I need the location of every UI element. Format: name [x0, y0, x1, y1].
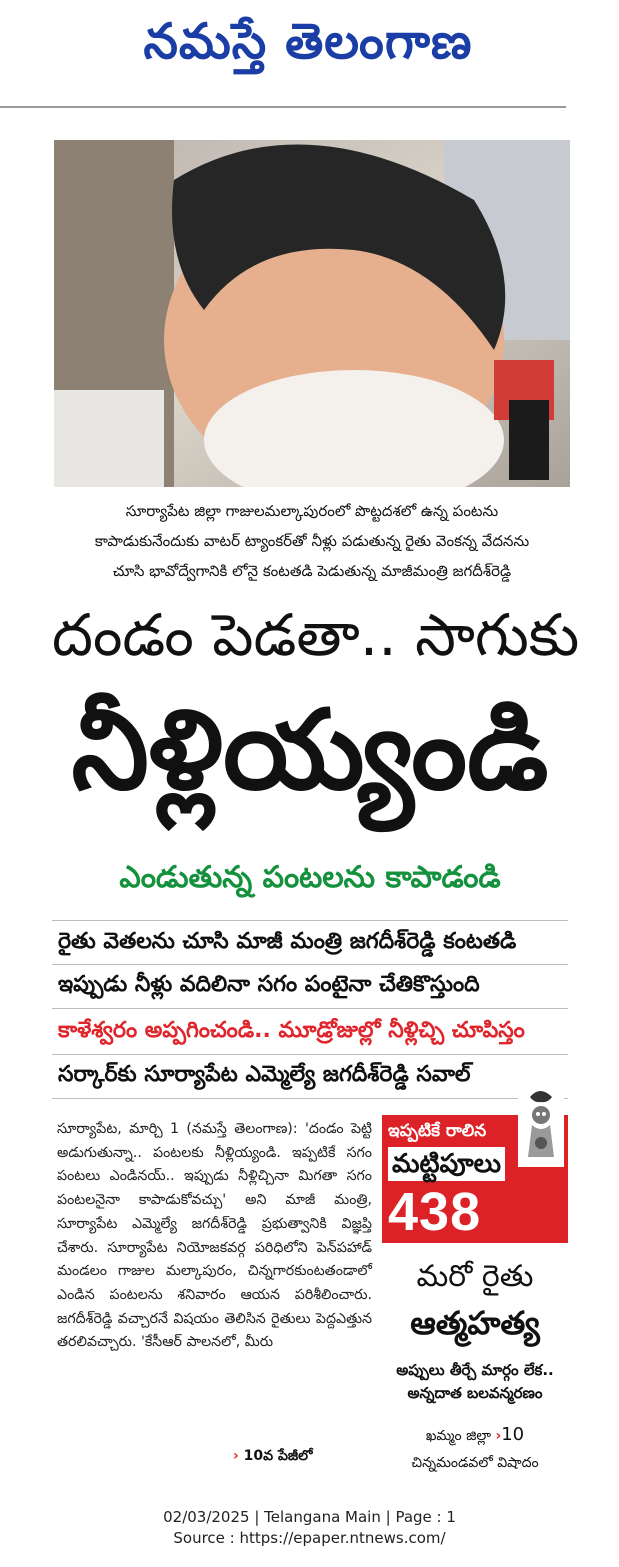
masthead — [0, 0, 619, 100]
article-text: సూర్యాపేట, మార్చి 1 (నమస్తే తెలంగాణ): 'దండం పెట్టి అడుగుతున్నా.. పంటలకు నీళ్లియ్యండి. ఇప్పటికే సగం పంటలు ఎండినయ్.. ఇప్పుడు నీళ్లిచ్చినా మిగతా సగం పంటలనైనా కాపాడుకోవచ్చు' అని మాజీ మంత్రి, సూర్యాపేట ఎమ్మెల్యే జగదీశ్‌రెడ్డి ప్రభుత్వానికి విజ్ఞప్తి చేశారు. సూర్యాపేట నియోజకవర్గ పరిధిలోని పెన్‌పహాడ్ మండలం గాజుల మల్కాపురం, చిన్నగారకుంటతండాలో ఎండిన పంటలను శనివారం ఆయన పరిశీలించారు. జగదీశ్‌రెడ్డి వచ్చారనే విషయం తెలిసిన రైతులు పెద్దఎత్తున తరలివచ్చారు. 'కేసీఆర్ పాలనలో, మీరు — [57, 1121, 372, 1351]
sidebar-summary — [382, 1359, 568, 1405]
photo-caption — [56, 496, 568, 586]
deck-line-red: కాళేశ్వరం అప్పగించండి.. మూడ్రోజుల్లో నీళ్లిచ్చి చూపిస్తం — [58, 1018, 525, 1043]
divider — [52, 920, 568, 921]
sidebar-place — [382, 1423, 568, 1448]
footer-date-line: 02/03/2025 | Telangana Main | Page : 1 — [163, 1508, 456, 1526]
continued-on — [233, 1448, 313, 1467]
sidebar-summary-line: అన్నదాత బలవన్మరణం — [407, 1384, 543, 1402]
divider — [52, 964, 568, 965]
sidebar-summary-line: అప్పులు తీర్చే మార్గం లేక.. — [396, 1361, 554, 1379]
caption-line: చూసి భావోద్వేగానికి లోనై కంటతడి పెడుతున్న మాజీమంత్రి జగదీశ్‌రెడ్డి — [112, 562, 512, 580]
continued-label: 10వ పేజీలో — [243, 1448, 313, 1464]
headline-line1: దండం పెడతా.. సాగుకు — [52, 601, 580, 669]
news-photo — [54, 140, 570, 487]
divider — [52, 1008, 568, 1009]
news-photo-image — [54, 140, 570, 487]
divider — [52, 1098, 568, 1099]
subheadline: ఎండుతున్న పంటలను కాపాడండి — [119, 860, 501, 895]
sidebar-place-name: ఖమ్మం జిల్లా — [425, 1428, 491, 1444]
sidebar-page-ref: 10 — [501, 1424, 525, 1445]
masthead-rule — [0, 106, 566, 108]
skull-illustration-icon — [514, 1087, 568, 1167]
deck-line: సర్కార్‌కు సూర్యాపేట ఎమ్మెల్యే జగదీశ్‌రెడ్డి సవాల్ — [58, 1062, 471, 1087]
count-label: మట్టిపూలు — [388, 1147, 505, 1181]
masthead-title: నమస్తే తెలంగాణ — [143, 12, 473, 70]
sidebar-place2: చిన్నమండవలో విషాదం — [411, 1455, 539, 1471]
sidebar-headline1: మరో రైతు — [416, 1259, 534, 1294]
caption-line: సూర్యాపేట జిల్లా గాజులమల్కాపురంలో పొట్టదశలో ఉన్న పంటను — [125, 502, 499, 520]
chevron-right-icon: › — [495, 1428, 502, 1444]
deck-line: ఇప్పుడు నీళ్లు వదిలినా సగం పంటైనా చేతికొస్తుంది — [58, 972, 480, 997]
footer-source-line: Source : https://epaper.ntnews.com/ — [173, 1529, 446, 1547]
caption-line: కాపాడుకునేందుకు వాటర్ ట్యాంకర్‌తో నీళ్లు పడుతున్న రైతు వెంకన్న వేదనను — [94, 532, 530, 550]
headline-line2: నీళ్లియ్యండి — [71, 686, 549, 814]
page-footer — [0, 1507, 619, 1549]
sidebar-story — [382, 1115, 568, 1559]
sidebar-headline2: ఆత్మహత్య — [410, 1304, 540, 1342]
count-number: 438 — [388, 1182, 482, 1242]
article-body — [57, 1118, 372, 1355]
count-kicker: ఇప్పటికే రాలిన — [388, 1121, 487, 1141]
deck-line: రైతు వెతలను చూసి మాజీ మంత్రి జగదీశ్‌రెడ్డి కంటతడి — [58, 929, 517, 954]
chevron-right-icon: › — [233, 1448, 239, 1464]
divider — [52, 1054, 568, 1055]
